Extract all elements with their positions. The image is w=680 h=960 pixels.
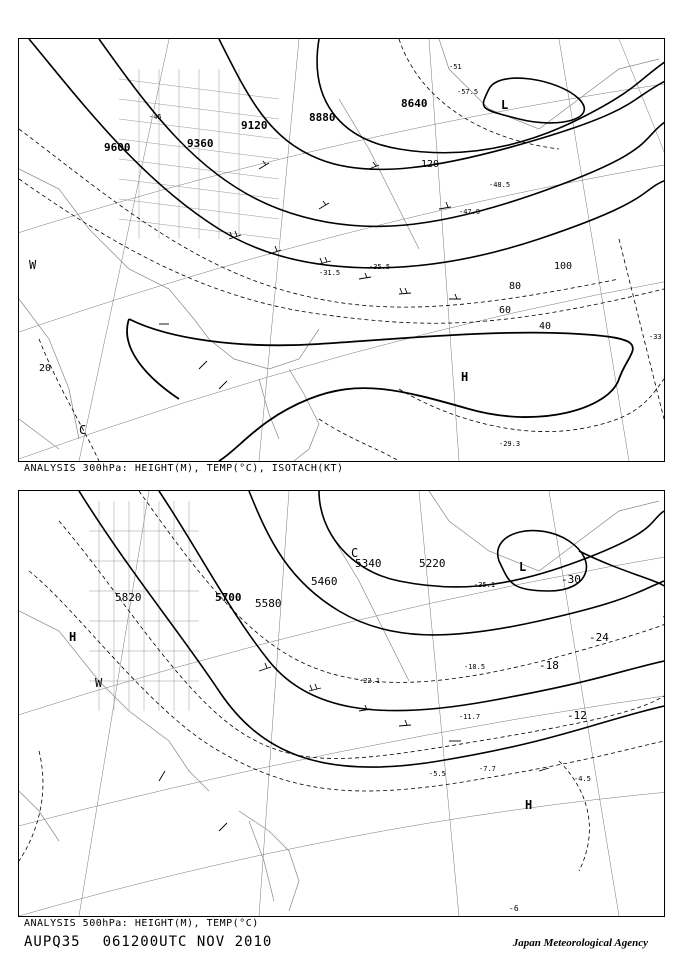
height-label: 5820 [115,591,142,604]
valid-time: 061200UTC NOV 2010 [102,934,273,950]
chart-code: AUPQ35 [24,934,81,950]
temp-label: -24 [589,631,609,644]
high-center-marker: H [461,370,469,384]
isotach-label: 20 [39,363,52,374]
cold-center-marker: C [351,546,359,560]
warm-center-marker: W [95,676,103,690]
height-label: 8640 [401,97,428,110]
height-label: 5580 [255,597,282,610]
height-label-group [104,97,428,154]
station-value: -35.1 [474,581,496,589]
isotach-label: 100 [554,261,573,272]
temp-label: -48.5 [489,181,511,189]
height-label: 5220 [419,557,446,570]
isotach-label: 40 [539,321,552,332]
caption-500hpa: ANALYSIS 500hPa: HEIGHT(M), TEMP(°C) [24,918,259,929]
map-500hpa-graphics [19,491,664,916]
cold-center-marker: C [79,423,87,437]
temp-label: -30 [561,573,581,586]
temp-label: -47.9 [459,208,481,216]
pressure-center-group [29,98,511,437]
station-value: -11.7 [459,713,481,721]
caption-300hpa: ANALYSIS 300hPa: HEIGHT(M), TEMP(°C), ISOTACH(KT) [24,463,344,474]
wind-barbs [159,161,461,389]
height-label-group [115,557,446,610]
coastline [19,39,659,461]
temp-label: -57.5 [457,88,479,96]
temp-label: -31.5 [319,269,341,277]
low-center-marker: L [501,98,509,112]
station-value: -5.5 [429,770,446,778]
station-value: -22.1 [359,677,381,685]
isotach-label: 120 [421,159,440,170]
jet-hatching [119,69,279,239]
temp-label: -35.5 [369,263,391,271]
temp-label: -12 [567,709,587,722]
isotach-label: 80 [509,281,522,292]
high-center-marker: H [69,630,77,644]
graticule [19,491,664,916]
isotach-label-group [39,159,572,374]
height-contours [79,491,664,767]
height-label: 9600 [104,141,131,154]
height-label: 9360 [187,137,214,150]
station-value-group [359,581,591,783]
high-center-marker: H [525,798,533,812]
station-value: -18.5 [464,663,486,671]
temp-label: -6 [509,904,519,913]
temp-label: -18 [539,659,559,672]
chart-id-line [24,934,294,950]
map-300hpa-graphics [19,39,664,461]
isotach-label: 60 [499,305,512,316]
temp-label: -51 [449,63,462,71]
temperature-contours [19,39,664,461]
coastline [19,491,659,911]
temp-label: -33 [649,333,662,341]
upper-air-map-300hpa [18,38,665,462]
height-label: 9120 [241,119,268,132]
temperature-label-group [149,63,662,448]
low-center-marker: L [519,560,527,574]
upper-air-map-500hpa [18,490,665,917]
temp-label: -45 [149,113,162,121]
isotach-20kt [127,319,633,461]
station-value: -4.5 [574,775,591,783]
height-label: 5340 [355,557,382,570]
warm-center-marker: W [29,258,37,272]
height-label: 8880 [309,111,336,124]
temp-label: -29.3 [499,440,521,448]
graticule [19,39,664,461]
height-label: 5460 [311,575,338,588]
agency-credit: Japan Meteorological Agency [512,937,648,949]
station-value: -7.7 [479,765,496,773]
height-label: 5700 [215,591,242,604]
pressure-center-group [69,546,532,812]
